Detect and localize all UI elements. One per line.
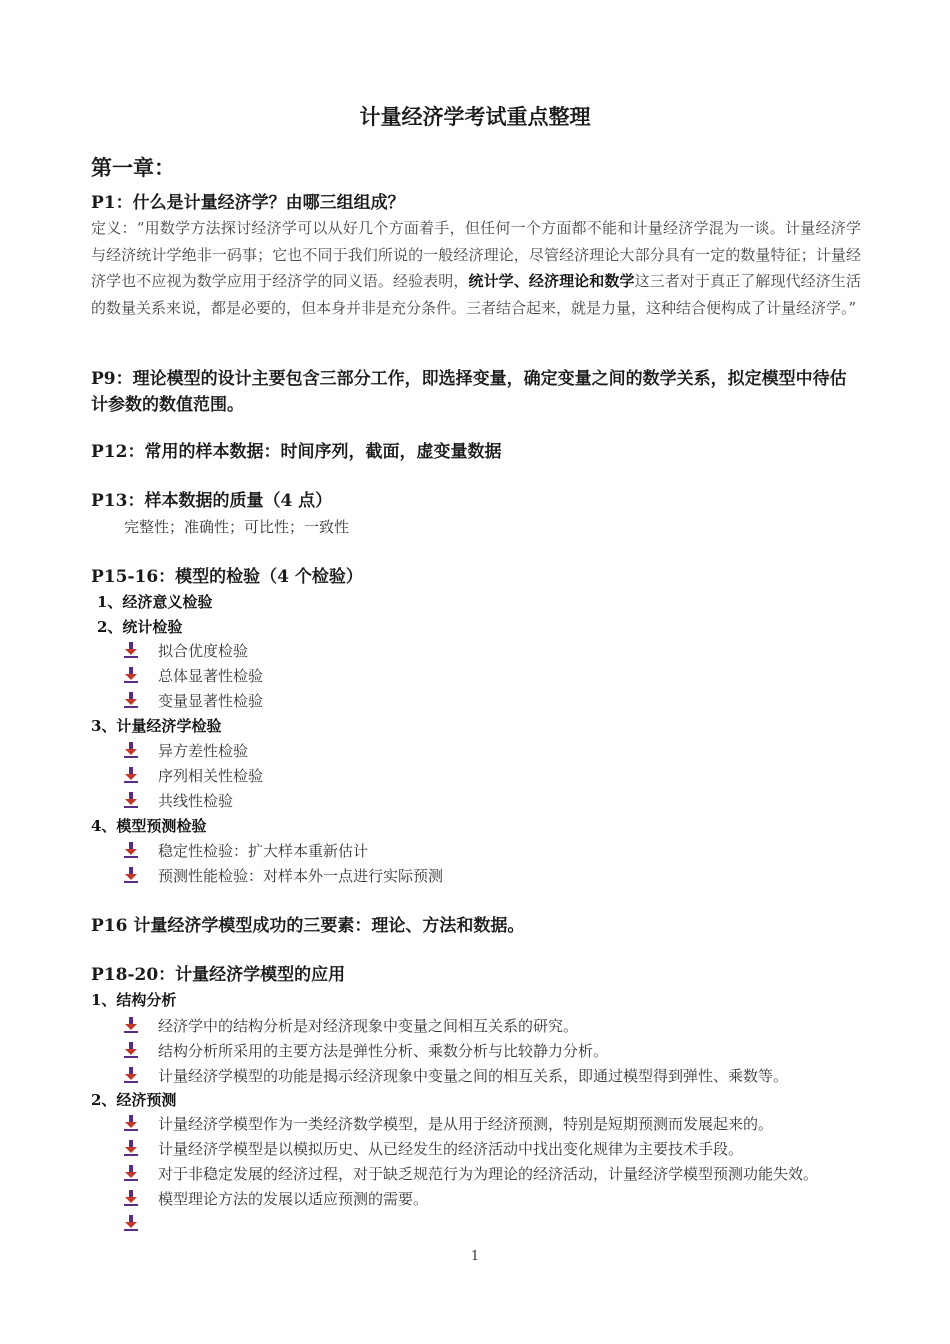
arrow-down-bullet-icon: [124, 1190, 138, 1206]
arrow-down-bullet-icon: [124, 1140, 138, 1156]
list-item-text: 计量经济学模型的功能是揭示经济现象中变量之间的相互关系，即通过模型得到弹性、乘数等。: [158, 1067, 789, 1085]
p12-heading: P12：常用的样本数据：时间序列，截面，虚变量数据: [91, 442, 502, 462]
list-item-text: 计量经济学模型是以模拟历史、从已经发生的经济活动中找出变化规律为主要技术手段。: [158, 1140, 744, 1158]
list-item-text: 对于非稳定发展的经济过程，对于缺乏规范行为为理论的经济活动，计量经济学模型预测功能失效。: [158, 1165, 819, 1183]
list-item-text: 变量显著性检验: [158, 692, 264, 710]
document-title: 计量经济学考试重点整理: [359, 104, 591, 129]
p13-heading: P13：样本数据的质量（4 点）: [91, 491, 333, 511]
p15-section-2: 2、统计检验: [97, 618, 183, 636]
list-item-text: 经济学中的结构分析是对经济现象中变量之间相互关系的研究。: [158, 1017, 579, 1035]
arrow-down-bullet-icon: [124, 642, 138, 658]
list-item-text: 模型理论方法的发展以适应预测的需要。: [158, 1190, 429, 1208]
p15-heading: P15-16：模型的检验（4 个检验）: [91, 567, 363, 587]
arrow-down-bullet-icon: [124, 667, 138, 683]
chapter-heading: 第一章：: [91, 155, 175, 180]
list-item-text: 计量经济学模型作为一类经济数学模型，是从用于经济预测，特别是短期预测而发展起来的。: [158, 1115, 774, 1133]
list-item-text: 总体显著性检验: [158, 667, 264, 685]
list-item-text: 序列相关性检验: [158, 767, 264, 785]
p16-heading: P16 计量经济学模型成功的三要素：理论、方法和数据。: [91, 916, 525, 936]
p1-text-before: 定义：“用数学方法探讨经济学可以从好几个方面着手，但任何一个方面都不能和计量经济学混为一谈。计量经济学与经济统计学绝非一码事；它也不同于我们所说的一般经济理论，尽管经济理论大部分具有一定的数量特征；计量经济学也不应视为数学应用于经济学的同义语。经验表明，: [91, 219, 861, 290]
arrow-down-bullet-icon: [124, 842, 138, 858]
p1-heading: P1：什么是计量经济学？由哪三组组成？: [91, 193, 405, 213]
p15-section-4: 4、模型预测检验: [91, 817, 207, 835]
p18-heading: P18-20：计量经济学模型的应用: [91, 965, 346, 985]
p1-paragraph: [91, 215, 861, 321]
arrow-down-bullet-icon: [124, 742, 138, 758]
list-item-text: 结构分析所采用的主要方法是弹性分析、乘数分析与比较静力分析。: [158, 1042, 609, 1060]
arrow-down-bullet-icon: [124, 1165, 138, 1181]
arrow-down-bullet-icon: [124, 767, 138, 783]
list-item-text: 稳定性检验：扩大样本重新估计: [158, 842, 369, 860]
arrow-down-bullet-icon: [124, 792, 138, 808]
p9-heading: P9：理论模型的设计主要包含三部分工作，即选择变量，确定变量之间的数学关系，拟定模型中待估计参数的数值范围。: [91, 369, 847, 415]
arrow-down-bullet-icon: [124, 1042, 138, 1058]
list-item-text: 预测性能检验：对样本外一点进行实际预测: [158, 867, 444, 885]
arrow-down-bullet-icon: [124, 1115, 138, 1131]
p1-text-after: 这三者对于真正了解现代经济生活的数量关系来说，都是必要的，但本身并非是充分条件。三者结合起来，就是力量，这种结合便构成了计量经济学。”: [91, 272, 861, 317]
p15-section-1: 1、经济意义检验: [97, 593, 213, 611]
list-item-text: 拟合优度检验: [158, 642, 249, 660]
arrow-down-bullet-icon: [124, 1215, 138, 1231]
arrow-down-bullet-icon: [124, 867, 138, 883]
p18-section-1: 1、结构分析: [91, 991, 177, 1009]
arrow-down-bullet-icon: [124, 1017, 138, 1033]
list-item-text: 异方差性检验: [158, 742, 249, 760]
p18-section-2: 2、经济预测: [91, 1091, 177, 1109]
list-item-text: 共线性检验: [158, 792, 234, 810]
page-number: 1: [470, 1249, 480, 1264]
p13-text: 完整性；准确性；可比性；一致性: [124, 518, 350, 536]
arrow-down-bullet-icon: [124, 1067, 138, 1083]
arrow-down-bullet-icon: [124, 692, 138, 708]
p15-section-3: 3、计量经济学检验: [91, 717, 222, 735]
p1-text-bold: 统计学、经济理论和数学: [468, 272, 635, 290]
